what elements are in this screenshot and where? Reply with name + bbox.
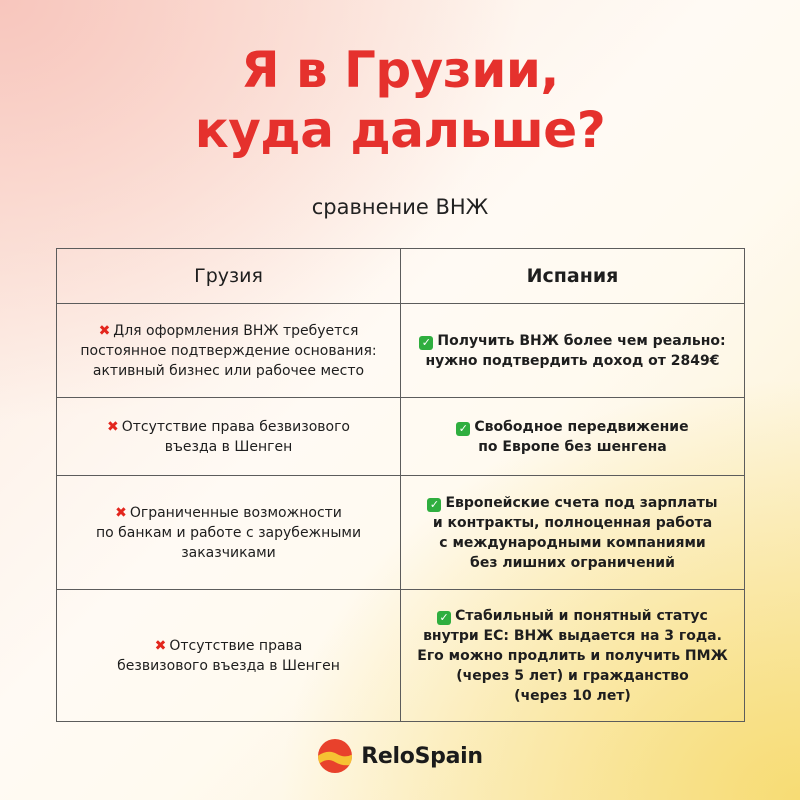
cross-mark-icon: ✖ bbox=[98, 322, 111, 339]
column-header-georgia: Грузия bbox=[57, 249, 401, 304]
check-mark-icon: ✓ bbox=[437, 611, 451, 625]
cell-line: Для оформления ВНЖ требуется bbox=[113, 322, 359, 339]
cross-mark-icon: ✖ bbox=[115, 504, 127, 521]
cell-line: нужно подтвердить доход от 2849€ bbox=[425, 352, 720, 369]
spain-cell bbox=[401, 476, 745, 590]
cell-line: Свободное передвижение bbox=[474, 418, 689, 435]
table-row bbox=[57, 476, 745, 590]
table-header-row bbox=[57, 249, 745, 304]
georgia-cell bbox=[57, 476, 401, 590]
check-mark-icon: ✓ bbox=[427, 498, 441, 512]
page-subtitle: сравнение ВНЖ bbox=[311, 195, 489, 219]
cell-line: активный бизнес или рабочее место bbox=[92, 362, 365, 379]
brand-name: ReloSpain bbox=[361, 743, 483, 769]
georgia-cell bbox=[57, 398, 401, 476]
page-title bbox=[0, 40, 800, 160]
comparison-table bbox=[56, 248, 745, 722]
cell-line: (через 5 лет) и гражданство bbox=[456, 667, 689, 684]
check-mark-icon: ✓ bbox=[419, 336, 433, 350]
cell-line: заказчиками bbox=[181, 544, 276, 561]
cell-line: Ограниченные возможности bbox=[129, 504, 342, 521]
cross-mark-icon: ✖ bbox=[107, 418, 119, 435]
cross-mark-icon: ✖ bbox=[154, 637, 167, 654]
cell-line: Европейские счета под зарплаты bbox=[445, 494, 718, 511]
cell-line: (через 10 лет) bbox=[514, 687, 631, 704]
title-line-2: куда дальше? bbox=[194, 101, 606, 159]
spain-cell bbox=[401, 590, 745, 722]
table-row bbox=[57, 590, 745, 722]
relospain-logo-icon bbox=[317, 738, 353, 774]
spain-cell bbox=[401, 304, 745, 398]
table-row bbox=[57, 304, 745, 398]
spain-cell bbox=[401, 398, 745, 476]
cell-line: Его можно продлить и получить ПМЖ bbox=[417, 647, 728, 664]
cell-line: въезда в Шенген bbox=[164, 438, 293, 455]
cell-line: внутри ЕС: ВНЖ выдается на 3 года. bbox=[423, 627, 722, 644]
cell-line: с международными компаниями bbox=[439, 534, 706, 551]
cell-line: Отсутствие права bbox=[169, 637, 303, 654]
title-line-1: Я в Грузии, bbox=[241, 41, 559, 99]
cell-line: Стабильный и понятный статус bbox=[455, 607, 708, 624]
cell-line: безвизового въезда в Шенген bbox=[117, 657, 340, 674]
brand-footer bbox=[0, 736, 800, 776]
georgia-cell bbox=[57, 304, 401, 398]
georgia-cell bbox=[57, 590, 401, 722]
cell-line: по банкам и работе с зарубежными bbox=[95, 524, 362, 541]
cell-line: без лишних ограничений bbox=[470, 554, 675, 571]
table-row bbox=[57, 398, 745, 476]
cell-line: постоянное подтверждение основания: bbox=[80, 342, 377, 359]
cell-line: по Европе без шенгена bbox=[478, 438, 667, 455]
column-header-spain: Испания bbox=[401, 249, 745, 304]
cell-line: Отсутствие права безвизового bbox=[121, 418, 350, 435]
check-mark-icon: ✓ bbox=[456, 422, 470, 436]
cell-line: и контракты, полноценная работа bbox=[432, 514, 713, 531]
cell-line: Получить ВНЖ более чем реально: bbox=[437, 332, 726, 349]
